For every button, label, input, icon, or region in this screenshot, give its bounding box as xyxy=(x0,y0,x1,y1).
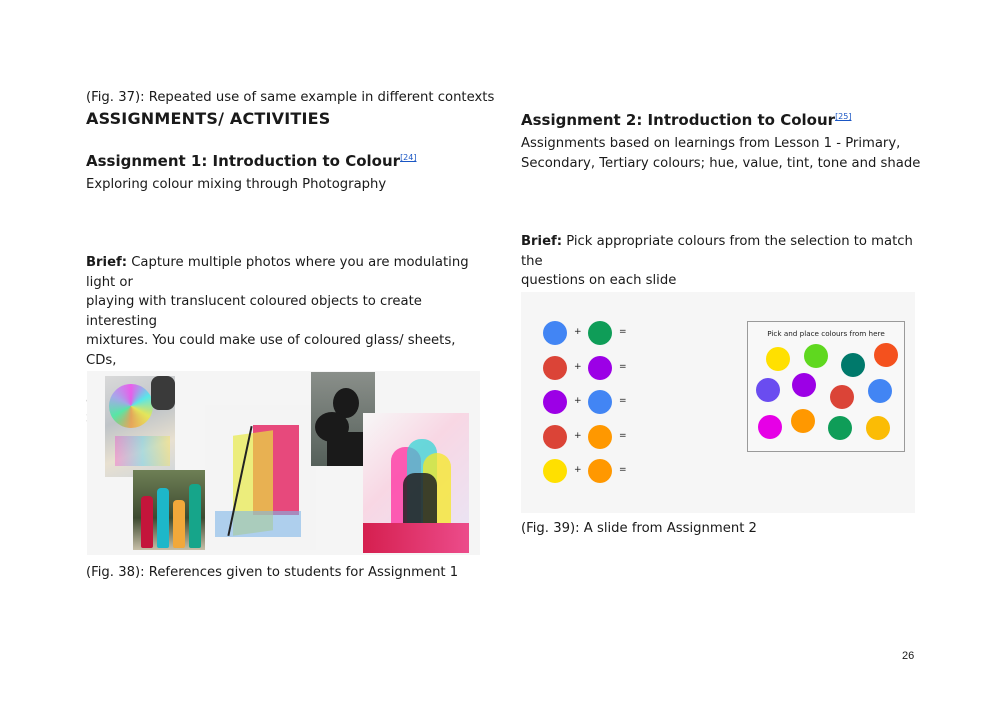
plus-sign: + xyxy=(574,396,582,406)
question-colour-a xyxy=(543,459,567,483)
brief-label: Brief: xyxy=(86,255,128,270)
fig39-caption: (Fig. 39): A slide from Assignment 2 xyxy=(521,521,757,536)
brief-label: Brief: xyxy=(521,234,563,249)
question-colour-b xyxy=(588,390,612,414)
colour-palette xyxy=(747,321,905,452)
palette-title: Pick and place colours from here xyxy=(767,329,885,338)
coloured-bottles-photo xyxy=(133,470,213,550)
reference-photo-collage xyxy=(87,371,480,555)
question-colour-a xyxy=(543,321,567,345)
assignment1-ref-link[interactable]: [24] xyxy=(400,153,417,162)
palette-colour-swatch[interactable] xyxy=(828,416,852,440)
palette-colour-swatch[interactable] xyxy=(874,343,898,367)
palette-colour-swatch[interactable] xyxy=(830,385,854,409)
section-heading: ASSIGNMENTS/ ACTIVITIES xyxy=(86,109,331,128)
question-colour-a xyxy=(543,356,567,380)
palette-colour-swatch[interactable] xyxy=(792,373,816,397)
equals-sign: = xyxy=(619,396,627,406)
palette-colour-swatch[interactable] xyxy=(766,347,790,371)
assignment2-title xyxy=(521,111,851,129)
equals-sign: = xyxy=(619,361,627,372)
brief-line: Pick appropriate colours from the selection to match the xyxy=(521,234,913,269)
brief-line: playing with translucent coloured objects to create interesting xyxy=(86,294,422,329)
assignment1-subtitle: Exploring colour mixing through Photography xyxy=(86,177,387,192)
palette-colour-swatch[interactable] xyxy=(756,378,780,402)
brief-line: mixtures. You could make use of coloured glass/ sheets, CDs, xyxy=(86,333,456,368)
question-colour-a xyxy=(543,390,567,414)
cd-prism-photo xyxy=(105,376,175,477)
assignment2-desc-line: Assignments based on learnings from Lesson 1 - Primary, xyxy=(521,136,901,151)
palette-colour-swatch[interactable] xyxy=(841,353,865,377)
brief-line: questions on each slide xyxy=(521,273,677,288)
question-colour-b xyxy=(588,459,612,483)
assignment2-brief xyxy=(521,232,921,291)
assignment2-slide xyxy=(521,292,915,513)
equals-sign: = xyxy=(619,430,627,441)
question-colour-a xyxy=(543,425,567,449)
assignment1-title xyxy=(86,152,416,170)
assignment2-ref-link[interactable]: [25] xyxy=(835,112,852,121)
assignment1-title-text: Assignment 1: Introduction to Colour xyxy=(86,152,401,170)
plus-sign: + xyxy=(574,465,582,475)
palette-colour-swatch[interactable] xyxy=(804,344,828,368)
equals-sign: = xyxy=(619,465,627,475)
question-colour-b xyxy=(588,425,612,449)
page-number: 26 xyxy=(902,650,915,662)
plus-sign: + xyxy=(574,361,582,372)
fig38-caption: (Fig. 38): References given to students for Assignment 1 xyxy=(86,565,459,580)
plus-sign: + xyxy=(574,327,582,337)
equals-sign: = xyxy=(619,327,627,337)
palette-colour-swatch[interactable] xyxy=(791,409,815,433)
question-colour-b xyxy=(588,356,612,380)
question-colour-b xyxy=(588,321,612,345)
assignment2-title-text: Assignment 2: Introduction to Colour xyxy=(521,111,836,129)
assignment2-desc-line: Secondary, Tertiary colours; hue, value, tint, tone and shade xyxy=(521,155,921,171)
translucent-sheets-photo xyxy=(205,405,316,550)
plus-sign: + xyxy=(574,430,582,441)
palette-colour-swatch[interactable] xyxy=(866,416,890,440)
coloured-shadows-photo xyxy=(363,413,469,553)
palette-colour-swatch[interactable] xyxy=(758,415,782,439)
assignment2-desc xyxy=(521,134,920,173)
palette-colour-swatch[interactable] xyxy=(868,379,892,403)
fig37-caption: (Fig. 37): Repeated use of same example in different contexts xyxy=(86,90,495,105)
brief-line: Capture multiple photos where you are modulating light or xyxy=(86,255,469,290)
